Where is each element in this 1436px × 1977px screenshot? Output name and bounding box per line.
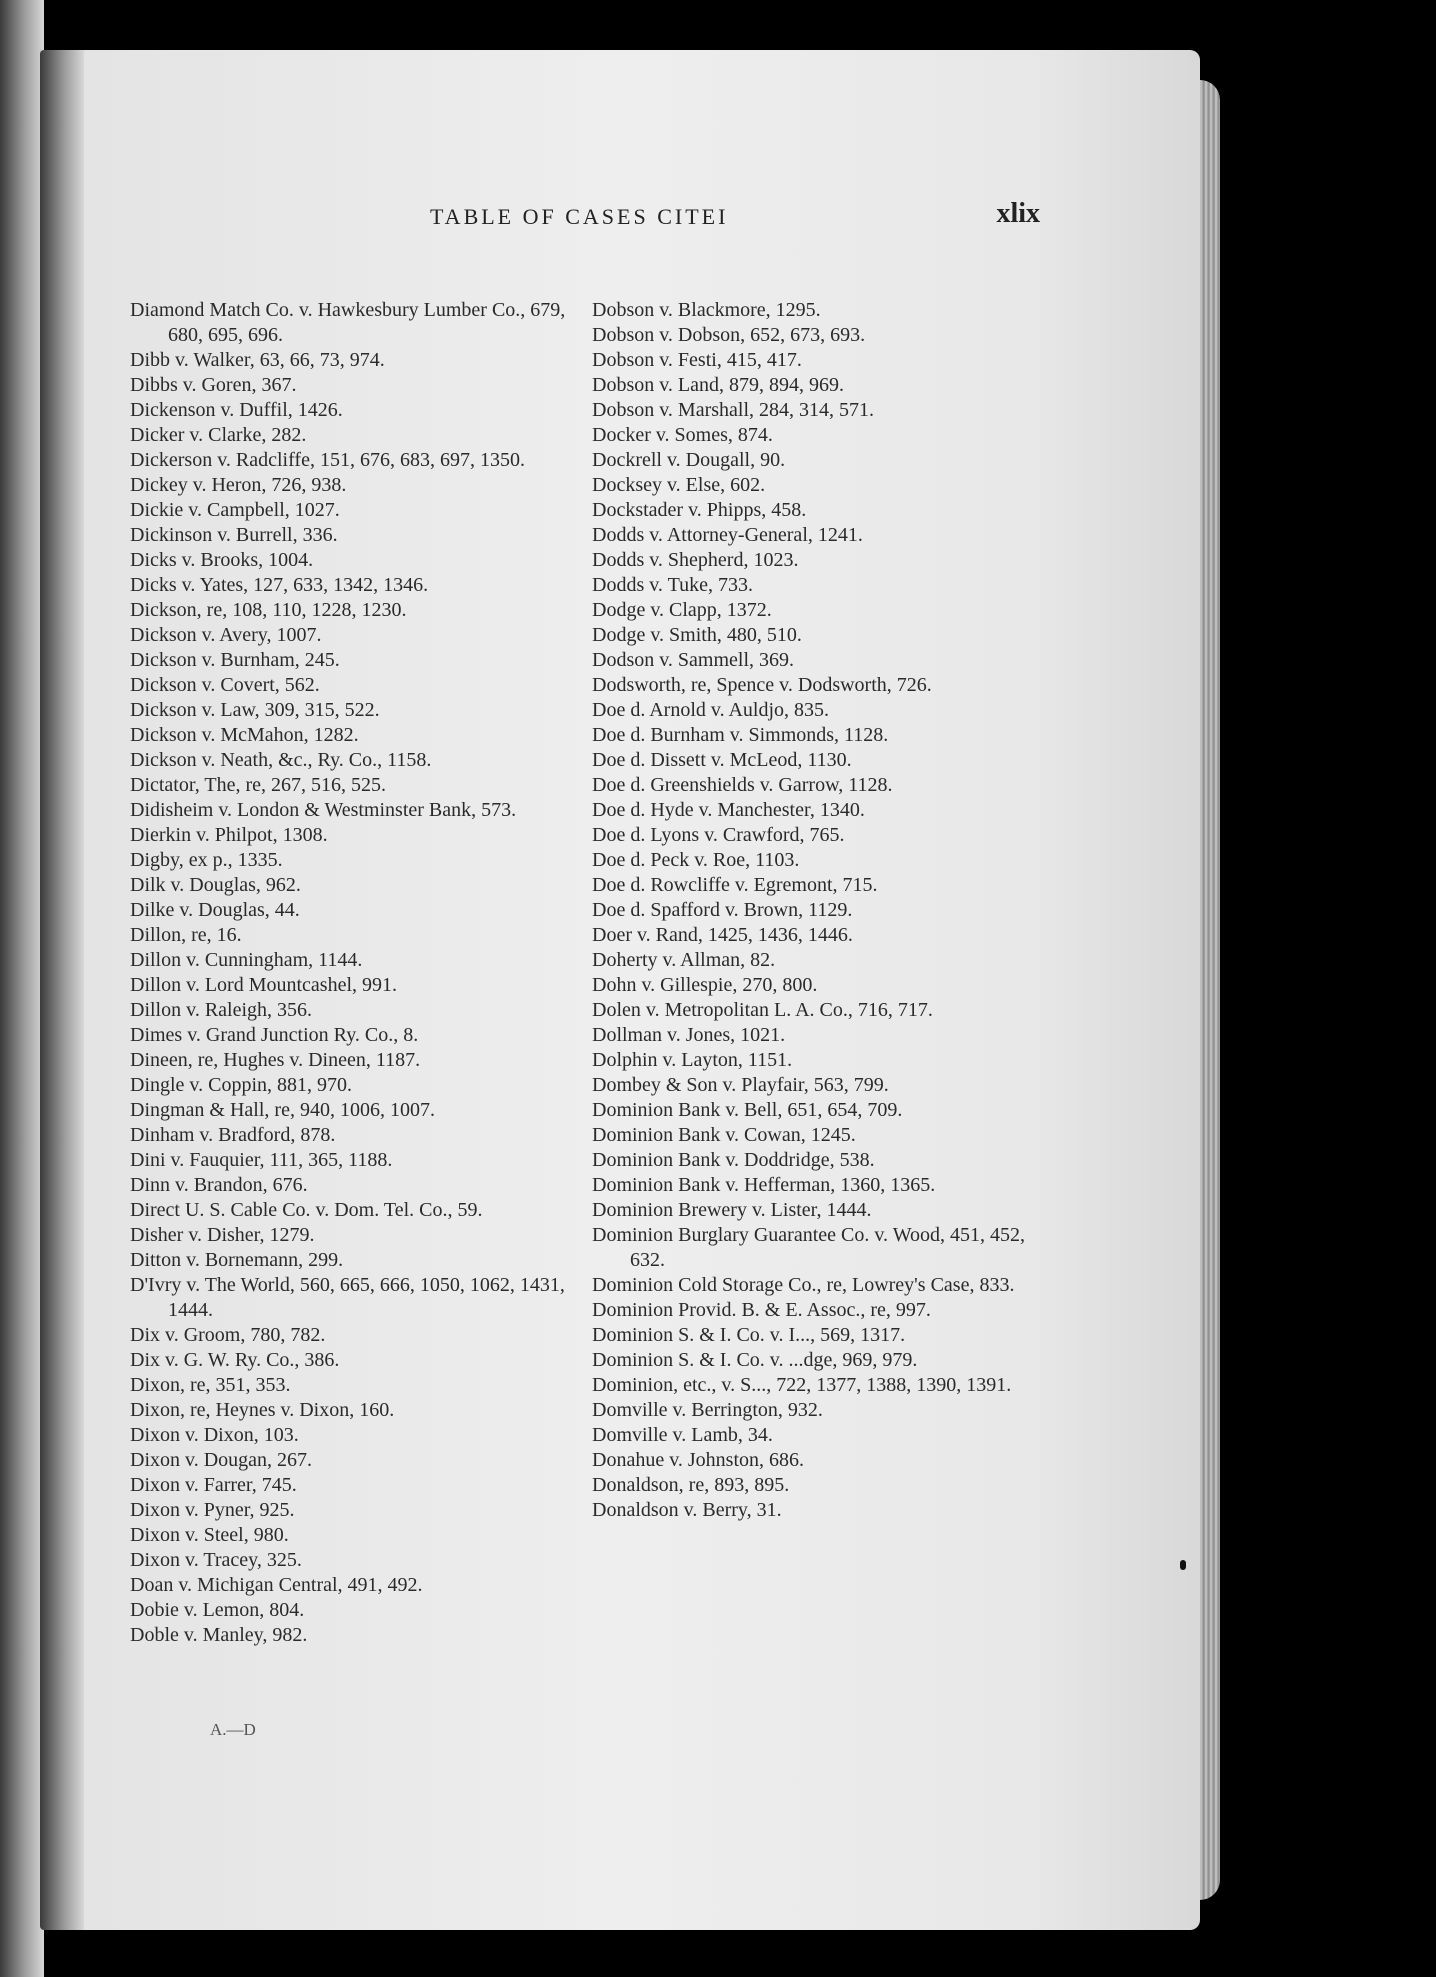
case-entry: Diamond Match Co. v. Hawkesbury Lumber Co., 679, 680, 695, 696.	[130, 299, 566, 346]
case-entry: Dominion Bank v. Bell, 651, 654, 709.	[592, 1099, 903, 1121]
case-entry: Dimes v. Grand Junction Ry. Co., 8.	[130, 1024, 419, 1046]
case-entry: Dolen v. Metropolitan L. A. Co., 716, 717.	[592, 999, 933, 1021]
case-entry: Dillon v. Raleigh, 356.	[130, 999, 313, 1021]
case-entry: Dockstader v. Phipps, 458.	[592, 499, 807, 521]
case-entry: Dobson v. Dobson, 652, 673, 693.	[592, 324, 866, 346]
case-entry: Doe d. Arnold v. Auldjo, 835.	[592, 699, 830, 721]
case-entry: Dillon, re, 16.	[130, 924, 242, 946]
case-entry: Doan v. Michigan Central, 491, 492.	[130, 1574, 423, 1596]
case-entry: Docksey v. Else, 602.	[592, 474, 766, 496]
case-entry: Dibb v. Walker, 63, 66, 73, 974.	[130, 349, 385, 371]
case-entry: Dobson v. Blackmore, 1295.	[592, 299, 821, 321]
case-entry: Doherty v. Allman, 82.	[592, 949, 776, 971]
case-entry: Doe d. Spafford v. Brown, 1129.	[592, 899, 853, 921]
case-entry: Doble v. Manley, 982.	[130, 1624, 308, 1646]
right-column	[592, 298, 1047, 1523]
case-entry: Dodds v. Shepherd, 1023.	[592, 549, 799, 571]
case-entry: Dominion Bank v. Cowan, 1245.	[592, 1124, 856, 1146]
case-entry: Dickson v. Avery, 1007.	[130, 624, 322, 646]
case-entry: Didisheim v. London & Westminster Bank, 573.	[130, 799, 517, 821]
case-entry: Doe d. Burnham v. Simmonds, 1128.	[592, 724, 889, 746]
case-entry: Dictator, The, re, 267, 516, 525.	[130, 774, 386, 796]
case-entry: Dickey v. Heron, 726, 938.	[130, 474, 347, 496]
case-entry: Dix v. Groom, 780, 782.	[130, 1324, 326, 1346]
case-entry: Donahue v. Johnston, 686.	[592, 1449, 805, 1471]
case-entry: Dixon v. Pyner, 925.	[130, 1499, 295, 1521]
case-entry: Dixon, re, Heynes v. Dixon, 160.	[130, 1399, 395, 1421]
case-entry: Dolphin v. Layton, 1151.	[592, 1049, 793, 1071]
case-entry: Dibbs v. Goren, 367.	[130, 374, 297, 396]
case-entry: Dockrell v. Dougall, 90.	[592, 449, 786, 471]
case-entry: Domville v. Berrington, 932.	[592, 1399, 823, 1421]
signature-mark: A.—D	[210, 1720, 256, 1739]
case-entry: Dixon v. Steel, 980.	[130, 1524, 289, 1546]
case-entry: Dodds v. Attorney-General, 1241.	[592, 524, 863, 546]
case-entry: Doe d. Hyde v. Manchester, 1340.	[592, 799, 865, 821]
case-entry: Dierkin v. Philpot, 1308.	[130, 824, 328, 846]
margin-mark	[1180, 1560, 1186, 1570]
case-entry: Domville v. Lamb, 34.	[592, 1424, 773, 1446]
case-entry: Dixon v. Dougan, 267.	[130, 1449, 313, 1471]
case-entry: Dominion, etc., v. S..., 722, 1377, 1388, 1390, 1391.	[592, 1374, 1012, 1396]
case-entry: Dickenson v. Duffil, 1426.	[130, 399, 343, 421]
gutter-shadow	[40, 50, 84, 1930]
case-entry: Dickerson v. Radcliffe, 151, 676, 683, 697, 1350.	[130, 449, 525, 471]
case-entry: Donaldson v. Berry, 31.	[592, 1499, 782, 1521]
case-entry: Dillon v. Lord Mountcashel, 991.	[130, 974, 398, 996]
case-entry: Dominion Burglary Guarantee Co. v. Wood, 451, 452, 632.	[592, 1224, 1025, 1271]
case-entry: Doe d. Greenshields v. Garrow, 1128.	[592, 774, 893, 796]
case-entry: Dickson v. Law, 309, 315, 522.	[130, 699, 380, 721]
running-title: TABLE OF CASES CITEI	[430, 204, 729, 229]
case-entry: Dollman v. Jones, 1021.	[592, 1024, 786, 1046]
case-entry: Dixon v. Tracey, 325.	[130, 1549, 302, 1571]
case-entry: Dobson v. Land, 879, 894, 969.	[592, 374, 845, 396]
case-entry: Ditton v. Bornemann, 299.	[130, 1249, 344, 1271]
case-entry: Dominion Bank v. Doddridge, 538.	[592, 1149, 875, 1171]
case-entry: Dodds v. Tuke, 733.	[592, 574, 753, 596]
case-entry: Dobie v. Lemon, 804.	[130, 1599, 305, 1621]
case-entry: Dixon, re, 351, 353.	[130, 1374, 291, 1396]
case-entry: Doe d. Peck v. Roe, 1103.	[592, 849, 800, 871]
case-entry: Dodson v. Sammell, 369.	[592, 649, 795, 671]
case-entry: Dominion Cold Storage Co., re, Lowrey's Case, 833.	[592, 1274, 1015, 1296]
case-entry: Dinham v. Bradford, 878.	[130, 1124, 336, 1146]
case-entry: D'Ivry v. The World, 560, 665, 666, 1050, 1062, 1431, 1444.	[130, 1274, 565, 1321]
case-entry: Dix v. G. W. Ry. Co., 386.	[130, 1349, 340, 1371]
case-entry: Dillon v. Cunningham, 1144.	[130, 949, 363, 971]
case-entry: Dilke v. Douglas, 44.	[130, 899, 300, 921]
left-column	[130, 298, 575, 1648]
case-entry: Doer v. Rand, 1425, 1436, 1446.	[592, 924, 853, 946]
case-entry: Dingman & Hall, re, 940, 1006, 1007.	[130, 1099, 435, 1121]
case-entry: Doe d. Lyons v. Crawford, 765.	[592, 824, 845, 846]
case-entry: Dodge v. Smith, 480, 510.	[592, 624, 802, 646]
page-number: xlix	[996, 198, 1040, 229]
case-entry: Dingle v. Coppin, 881, 970.	[130, 1074, 353, 1096]
case-entry: Dickson v. McMahon, 1282.	[130, 724, 359, 746]
case-entry: Disher v. Disher, 1279.	[130, 1224, 315, 1246]
case-entry: Dickson, re, 108, 110, 1228, 1230.	[130, 599, 407, 621]
case-entry: Dicks v. Yates, 127, 633, 1342, 1346.	[130, 574, 429, 596]
case-entry: Doe d. Rowcliffe v. Egremont, 715.	[592, 874, 878, 896]
case-entry: Dominion S. & I. Co. v. I..., 569, 1317.	[592, 1324, 906, 1346]
case-entry: Dodsworth, re, Spence v. Dodsworth, 726.	[592, 674, 932, 696]
case-entry: Dobson v. Festi, 415, 417.	[592, 349, 802, 371]
case-entry: Dickson v. Neath, &c., Ry. Co., 1158.	[130, 749, 432, 771]
case-entry: Dineen, re, Hughes v. Dineen, 1187.	[130, 1049, 421, 1071]
case-entry: Donaldson, re, 893, 895.	[592, 1474, 790, 1496]
case-entry: Dickie v. Campbell, 1027.	[130, 499, 340, 521]
case-entry: Dombey & Son v. Playfair, 563, 799.	[592, 1074, 889, 1096]
case-entry: Dohn v. Gillespie, 270, 800.	[592, 974, 818, 996]
case-entry: Dixon v. Dixon, 103.	[130, 1424, 299, 1446]
case-entry: Dominion Bank v. Hefferman, 1360, 1365.	[592, 1174, 936, 1196]
case-entry: Dickson v. Covert, 562.	[130, 674, 320, 696]
case-entry: Dicker v. Clarke, 282.	[130, 424, 307, 446]
book-spine	[0, 0, 44, 1977]
case-entry: Digby, ex p., 1335.	[130, 849, 283, 871]
case-entry: Dobson v. Marshall, 284, 314, 571.	[592, 399, 875, 421]
case-entry: Direct U. S. Cable Co. v. Dom. Tel. Co., 59.	[130, 1199, 483, 1221]
case-entry: Doe d. Dissett v. McLeod, 1130.	[592, 749, 852, 771]
case-entry: Dominion Provid. B. & E. Assoc., re, 997.	[592, 1299, 931, 1321]
case-entry: Dilk v. Douglas, 962.	[130, 874, 301, 896]
case-entry: Dickson v. Burnham, 245.	[130, 649, 340, 671]
case-entry: Docker v. Somes, 874.	[592, 424, 773, 446]
case-entry: Dodge v. Clapp, 1372.	[592, 599, 772, 621]
case-entry: Dominion Brewery v. Lister, 1444.	[592, 1199, 872, 1221]
case-entry: Dini v. Fauquier, 111, 365, 1188.	[130, 1149, 393, 1171]
case-entry: Dixon v. Farrer, 745.	[130, 1474, 297, 1496]
page-header	[130, 198, 1040, 238]
case-entry: Dominion S. & I. Co. v. ...dge, 969, 979.	[592, 1349, 918, 1371]
case-entry: Dicks v. Brooks, 1004.	[130, 549, 314, 571]
case-entry: Dickinson v. Burrell, 336.	[130, 524, 338, 546]
case-entry: Dinn v. Brandon, 676.	[130, 1174, 308, 1196]
